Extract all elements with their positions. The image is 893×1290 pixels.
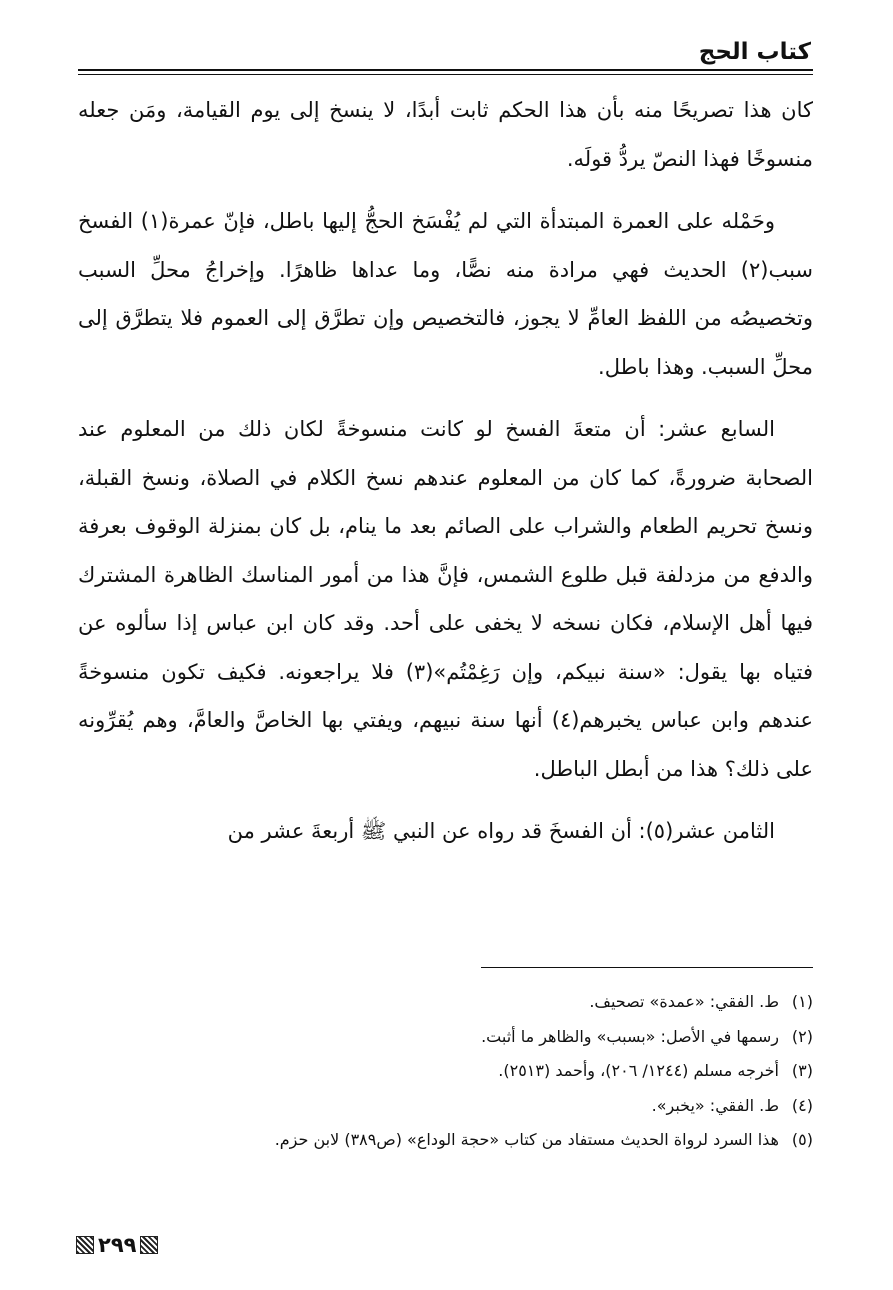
footnote-text: ط. الفقي: «يخبر». (651, 1095, 779, 1115)
running-header (78, 38, 813, 72)
footnote (78, 1123, 813, 1158)
chapter-title: كتاب الحج (698, 39, 811, 65)
footnote-text: رسمها في الأصل: «بسبب» والظاهر ما أثبت. (481, 1026, 779, 1046)
paragraph: كان هذا تصريحًا منه بأن هذا الحكم ثابت أبدًا، لا ينسخ إلى يوم القيامة، ومَن جعله منسوخًا فهذا النصّ يردُّ قولَه. (78, 98, 813, 171)
header-rule-thin (78, 74, 813, 75)
footnote-number: (٣) (791, 1061, 813, 1080)
header-rule-thick (78, 69, 813, 71)
footnote-number: (١) (791, 992, 813, 1011)
page-number: ٢٩٩ (98, 1233, 137, 1257)
paragraph: الثامن عشر(٥): أن الفسخَ قد رواه عن النبي ﷺ أربعةَ عشر من (227, 819, 775, 843)
page-number-block (76, 1230, 158, 1260)
footnote (78, 1020, 813, 1055)
footnote (78, 1054, 813, 1089)
main-text (78, 86, 813, 870)
footnote (78, 985, 813, 1020)
paragraph: وحَمْله على العمرة المبتدأة التي لم يُفْسَخ الحجُّ إليها باطل، فإنّ عمرة(١) الفسخ سبب(٢) الحديث فهي مرادة منه نصًّا، وما عداها ظاهرًا. وإخراجُ محلِّ السبب وتخصيصُه من اللفظ العامِّ لا يجوز، فالتخصيص وإن تطرَّق إلى العموم فلا يتطرَّق إلى محلِّ السبب. وهذا باطل. (78, 209, 813, 379)
footnote-number: (٤) (791, 1095, 813, 1115)
paragraph: السابع عشر: أن متعةَ الفسخ لو كانت منسوخةً لكان ذلك من المعلوم عند الصحابة ضرورةً، كما كان من المعلوم عندهم نسخ الكلام في الصلاة، ونسخ القبلة، ونسخ تحريم الطعام والشراب على الصائم بعد ما ينام، بل كان بمنزلة الوقوف بعرفة والدفع من مزدلفة قبل طلوع الشمس، فإنَّ هذا من أمور المناسك الظاهرة المشترك فيها أهل الإسلام، فكان نسخه لا يخفى على أحد. وقد كان ابن عباس إذا سألوه عن فتياه بها يقول: «سنة نبيكم، وإن رَغِمْتُم»(٣) فلا يراجعونه. فكيف تكون منسوخةً عندهم وابن عباس يخبرهم(٤) أنها سنة نبيهم، ويفتي بها الخاصَّ والعامَّ، وهم يُقرِّونه على ذلك؟ هذا من أبطل الباطل. (78, 417, 814, 781)
footnote-number: (٥) (791, 1130, 813, 1149)
footnote-text: هذا السرد لرواة الحديث مستفاد من كتاب «حجة الوداع» (ص٣٨٩) لابن حزم. (274, 1130, 779, 1149)
footnote-text: أخرجه مسلم (١٢٤٤/ ٢٠٦)، وأحمد (٢٥١٣). (498, 1061, 779, 1080)
footnote-separator (481, 967, 813, 968)
footnote-number: (٢) (791, 1026, 813, 1046)
footnote (78, 1089, 813, 1124)
ornament-icon (76, 1236, 94, 1254)
footnote-text: ط. الفقي: «عمدة» تصحيف. (589, 992, 779, 1011)
ornament-icon (140, 1236, 158, 1254)
footnotes (78, 985, 813, 1158)
